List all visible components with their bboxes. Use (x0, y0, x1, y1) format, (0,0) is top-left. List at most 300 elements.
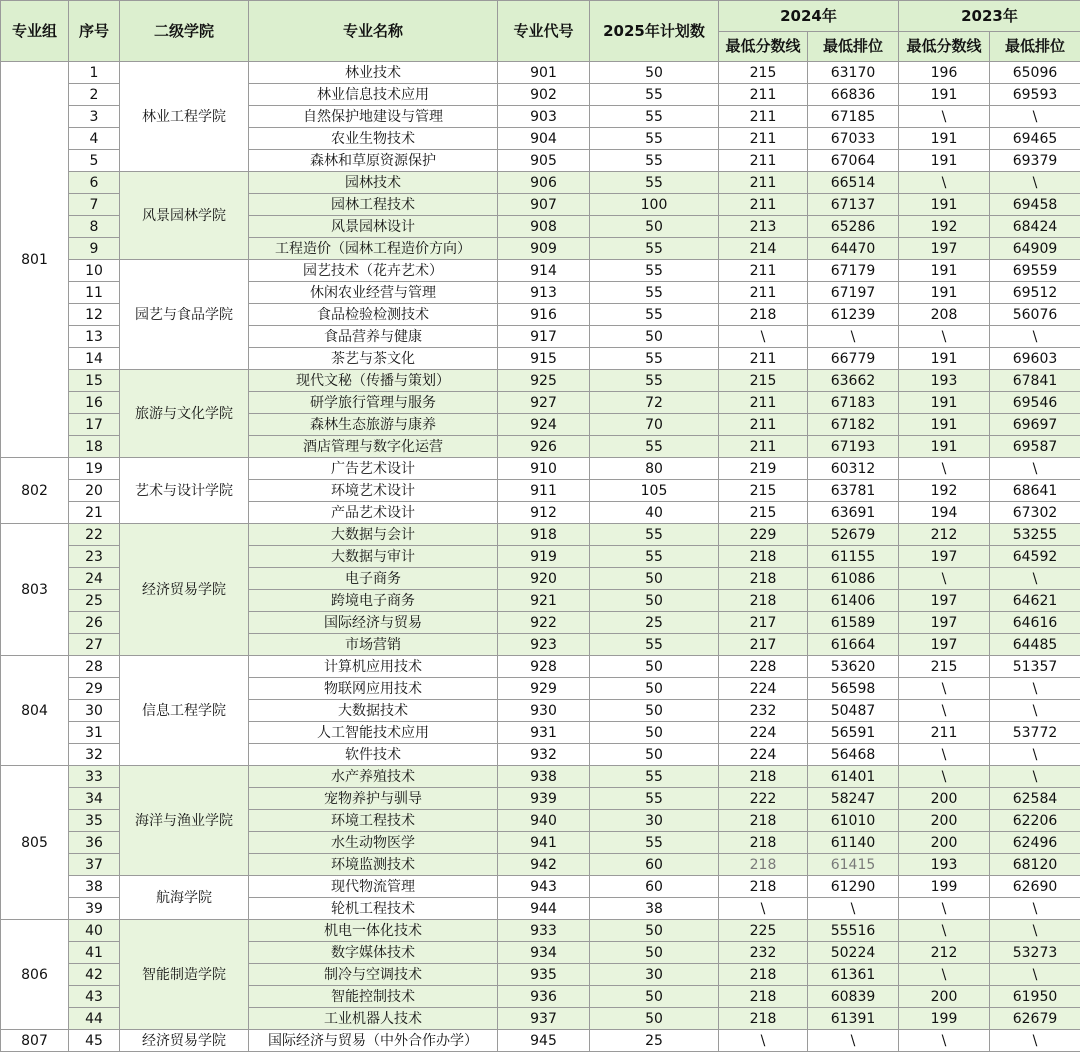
min-score-2023-cell: \ (899, 964, 990, 986)
min-rank-2024-cell: 67193 (808, 436, 899, 458)
min-rank-2024-cell: 67183 (808, 392, 899, 414)
min-score-2023-cell: 191 (899, 282, 990, 304)
seq-cell: 5 (69, 150, 120, 172)
min-rank-2023-cell: 64592 (990, 546, 1080, 568)
plan-count-cell: 50 (590, 920, 719, 942)
min-score-2023-cell: 197 (899, 612, 990, 634)
major-name-cell: 茶艺与茶文化 (249, 348, 498, 370)
min-score-2024-cell: 215 (719, 502, 808, 524)
min-score-2024-cell: \ (719, 326, 808, 348)
seq-cell: 34 (69, 788, 120, 810)
min-rank-2023-cell: 62496 (990, 832, 1080, 854)
seq-cell: 36 (69, 832, 120, 854)
seq-cell: 28 (69, 656, 120, 678)
min-score-2023-cell: 194 (899, 502, 990, 524)
min-score-2024-cell: 218 (719, 766, 808, 788)
seq-cell: 44 (69, 1008, 120, 1030)
plan-count-cell: 50 (590, 656, 719, 678)
min-rank-2024-cell: 61086 (808, 568, 899, 590)
min-score-2023-cell: \ (899, 700, 990, 722)
major-name-cell: 环境监测技术 (249, 854, 498, 876)
group-cell: 801 (1, 62, 69, 458)
major-name-cell: 产品艺术设计 (249, 502, 498, 524)
major-code-cell: 917 (498, 326, 590, 348)
plan-count-cell: 80 (590, 458, 719, 480)
major-name-cell: 制冷与空调技术 (249, 964, 498, 986)
table-row (1, 260, 1080, 282)
min-rank-2024-cell: 67182 (808, 414, 899, 436)
major-code-cell: 909 (498, 238, 590, 260)
min-rank-2024-cell: 67137 (808, 194, 899, 216)
major-code-cell: 940 (498, 810, 590, 832)
plan-count-cell: 50 (590, 986, 719, 1008)
major-code-cell: 933 (498, 920, 590, 942)
major-name-cell: 数字媒体技术 (249, 942, 498, 964)
min-rank-2023-cell: 62679 (990, 1008, 1080, 1030)
min-rank-2023-cell: 64909 (990, 238, 1080, 260)
min-score-2024-cell: 211 (719, 84, 808, 106)
min-score-2023-cell: \ (899, 898, 990, 920)
plan-count-cell: 30 (590, 964, 719, 986)
min-score-2024-cell: 218 (719, 832, 808, 854)
min-score-2024-cell: 211 (719, 150, 808, 172)
seq-cell: 40 (69, 920, 120, 942)
min-rank-2024-cell: 63691 (808, 502, 899, 524)
min-score-2023-cell: 192 (899, 480, 990, 502)
plan-count-cell: 30 (590, 810, 719, 832)
major-code-cell: 934 (498, 942, 590, 964)
min-rank-2023-cell: \ (990, 700, 1080, 722)
major-code-cell: 927 (498, 392, 590, 414)
min-rank-2023-cell: 69697 (990, 414, 1080, 436)
major-code-cell: 904 (498, 128, 590, 150)
min-score-2023-cell: 197 (899, 590, 990, 612)
min-score-2024-cell: 224 (719, 678, 808, 700)
major-code-cell: 926 (498, 436, 590, 458)
plan-count-cell: 55 (590, 348, 719, 370)
table-row (1, 62, 1080, 84)
seq-cell: 33 (69, 766, 120, 788)
min-rank-2023-cell: 67841 (990, 370, 1080, 392)
plan-count-cell: 55 (590, 524, 719, 546)
min-score-2024-cell: 211 (719, 106, 808, 128)
seq-cell: 25 (69, 590, 120, 612)
min-score-2023-cell: 197 (899, 546, 990, 568)
seq-cell: 10 (69, 260, 120, 282)
min-score-2024-cell: 211 (719, 392, 808, 414)
min-score-2024-cell: 218 (719, 568, 808, 590)
plan-count-cell: 50 (590, 942, 719, 964)
table-row (1, 920, 1080, 942)
min-score-2023-cell: 191 (899, 414, 990, 436)
major-code-cell: 939 (498, 788, 590, 810)
plan-count-cell: 60 (590, 854, 719, 876)
min-rank-2024-cell: 61589 (808, 612, 899, 634)
major-code-cell: 944 (498, 898, 590, 920)
major-code-cell: 906 (498, 172, 590, 194)
min-score-2024-cell: 218 (719, 1008, 808, 1030)
min-rank-2023-cell: \ (990, 898, 1080, 920)
plan-count-cell: 55 (590, 788, 719, 810)
major-code-cell: 902 (498, 84, 590, 106)
min-score-2024-cell: 232 (719, 700, 808, 722)
min-rank-2024-cell: 65286 (808, 216, 899, 238)
major-code-cell: 928 (498, 656, 590, 678)
min-rank-2023-cell: \ (990, 106, 1080, 128)
major-name-cell: 森林和草原资源保护 (249, 150, 498, 172)
seq-cell: 2 (69, 84, 120, 106)
min-rank-2024-cell: 61361 (808, 964, 899, 986)
table-header (1, 1, 1080, 62)
plan-count-cell: 50 (590, 722, 719, 744)
min-score-2023-cell: \ (899, 458, 990, 480)
min-rank-2024-cell: 56598 (808, 678, 899, 700)
min-score-2024-cell: 218 (719, 964, 808, 986)
seq-cell: 15 (69, 370, 120, 392)
min-rank-2023-cell: 69379 (990, 150, 1080, 172)
seq-cell: 3 (69, 106, 120, 128)
min-rank-2024-cell: 61406 (808, 590, 899, 612)
min-score-2024-cell: \ (719, 1030, 808, 1052)
min-score-2023-cell: \ (899, 678, 990, 700)
seq-cell: 27 (69, 634, 120, 656)
min-rank-2023-cell: 68641 (990, 480, 1080, 502)
min-score-2024-cell: 229 (719, 524, 808, 546)
min-rank-2023-cell: 69587 (990, 436, 1080, 458)
seq-cell: 21 (69, 502, 120, 524)
plan-count-cell: 55 (590, 260, 719, 282)
min-score-2023-cell: 215 (899, 656, 990, 678)
min-rank-2024-cell: 63781 (808, 480, 899, 502)
seq-cell: 41 (69, 942, 120, 964)
min-rank-2024-cell: 56468 (808, 744, 899, 766)
min-score-2023-cell: 193 (899, 854, 990, 876)
seq-cell: 12 (69, 304, 120, 326)
major-name-cell: 现代文秘（传播与策划） (249, 370, 498, 392)
major-name-cell: 风景园林设计 (249, 216, 498, 238)
min-rank-2023-cell: 69559 (990, 260, 1080, 282)
major-name-cell: 水产养殖技术 (249, 766, 498, 788)
college-cell: 航海学院 (120, 876, 249, 920)
seq-cell: 30 (69, 700, 120, 722)
header-year-2023: 2023年 (899, 1, 1080, 32)
min-score-2023-cell: 191 (899, 436, 990, 458)
min-rank-2024-cell: 56591 (808, 722, 899, 744)
seq-cell: 9 (69, 238, 120, 260)
major-name-cell: 物联网应用技术 (249, 678, 498, 700)
min-rank-2024-cell: 61010 (808, 810, 899, 832)
major-name-cell: 大数据与审计 (249, 546, 498, 568)
seq-cell: 35 (69, 810, 120, 832)
major-name-cell: 林业技术 (249, 62, 498, 84)
plan-count-cell: 50 (590, 326, 719, 348)
major-name-cell: 大数据技术 (249, 700, 498, 722)
min-score-2024-cell: 218 (719, 986, 808, 1008)
plan-count-cell: 55 (590, 172, 719, 194)
min-rank-2024-cell: 60839 (808, 986, 899, 1008)
seq-cell: 22 (69, 524, 120, 546)
min-rank-2024-cell: \ (808, 1030, 899, 1052)
table-row (1, 876, 1080, 898)
plan-count-cell: 60 (590, 876, 719, 898)
min-score-2023-cell: 192 (899, 216, 990, 238)
min-rank-2023-cell: 64616 (990, 612, 1080, 634)
major-code-cell: 925 (498, 370, 590, 392)
min-score-2023-cell: \ (899, 568, 990, 590)
header-min-rank-2023: 最低排位 (990, 32, 1080, 62)
min-rank-2023-cell: \ (990, 920, 1080, 942)
plan-count-cell: 40 (590, 502, 719, 524)
min-score-2024-cell: 218 (719, 304, 808, 326)
min-rank-2023-cell: 67302 (990, 502, 1080, 524)
college-cell: 艺术与设计学院 (120, 458, 249, 524)
min-score-2023-cell: \ (899, 920, 990, 942)
min-rank-2024-cell: 61664 (808, 634, 899, 656)
major-code-cell: 938 (498, 766, 590, 788)
min-rank-2023-cell: 68120 (990, 854, 1080, 876)
major-name-cell: 跨境电子商务 (249, 590, 498, 612)
college-cell: 经济贸易学院 (120, 1030, 249, 1052)
seq-cell: 39 (69, 898, 120, 920)
min-score-2023-cell: 191 (899, 392, 990, 414)
seq-cell: 13 (69, 326, 120, 348)
major-code-cell: 936 (498, 986, 590, 1008)
min-score-2023-cell: 191 (899, 260, 990, 282)
min-rank-2023-cell: 62584 (990, 788, 1080, 810)
seq-cell: 17 (69, 414, 120, 436)
min-rank-2024-cell: 61401 (808, 766, 899, 788)
major-code-cell: 945 (498, 1030, 590, 1052)
min-rank-2024-cell: 67064 (808, 150, 899, 172)
plan-count-cell: 55 (590, 766, 719, 788)
plan-count-cell: 105 (590, 480, 719, 502)
major-code-cell: 921 (498, 590, 590, 612)
min-rank-2023-cell: 69512 (990, 282, 1080, 304)
min-score-2023-cell: 199 (899, 876, 990, 898)
min-rank-2024-cell: 61391 (808, 1008, 899, 1030)
major-code-cell: 914 (498, 260, 590, 282)
college-cell: 风景园林学院 (120, 172, 249, 260)
plan-count-cell: 25 (590, 1030, 719, 1052)
major-name-cell: 软件技术 (249, 744, 498, 766)
seq-cell: 23 (69, 546, 120, 568)
min-rank-2024-cell: 53620 (808, 656, 899, 678)
min-score-2023-cell: 191 (899, 194, 990, 216)
min-score-2024-cell: 225 (719, 920, 808, 942)
min-rank-2023-cell: \ (990, 964, 1080, 986)
major-name-cell: 林业信息技术应用 (249, 84, 498, 106)
major-name-cell: 市场营销 (249, 634, 498, 656)
min-rank-2023-cell: \ (990, 678, 1080, 700)
major-name-cell: 大数据与会计 (249, 524, 498, 546)
college-cell: 海洋与渔业学院 (120, 766, 249, 876)
min-rank-2024-cell: 61140 (808, 832, 899, 854)
seq-cell: 11 (69, 282, 120, 304)
plan-count-cell: 55 (590, 832, 719, 854)
min-rank-2023-cell: 53772 (990, 722, 1080, 744)
min-score-2023-cell: 191 (899, 84, 990, 106)
major-code-cell: 910 (498, 458, 590, 480)
min-rank-2024-cell: 61239 (808, 304, 899, 326)
min-score-2024-cell: 215 (719, 480, 808, 502)
group-cell: 806 (1, 920, 69, 1030)
min-score-2023-cell: 191 (899, 128, 990, 150)
min-rank-2023-cell: \ (990, 326, 1080, 348)
major-name-cell: 园林工程技术 (249, 194, 498, 216)
college-cell: 经济贸易学院 (120, 524, 249, 656)
major-name-cell: 食品检验检测技术 (249, 304, 498, 326)
min-rank-2024-cell: 50487 (808, 700, 899, 722)
major-code-cell: 903 (498, 106, 590, 128)
seq-cell: 45 (69, 1030, 120, 1052)
major-name-cell: 计算机应用技术 (249, 656, 498, 678)
plan-count-cell: 50 (590, 678, 719, 700)
seq-cell: 29 (69, 678, 120, 700)
major-code-cell: 932 (498, 744, 590, 766)
min-rank-2023-cell: 64485 (990, 634, 1080, 656)
major-code-cell: 907 (498, 194, 590, 216)
header-plan: 2025年计划数 (590, 1, 719, 62)
min-score-2024-cell: 224 (719, 744, 808, 766)
plan-count-cell: 55 (590, 238, 719, 260)
seq-cell: 8 (69, 216, 120, 238)
group-cell: 803 (1, 524, 69, 656)
group-cell: 804 (1, 656, 69, 766)
min-rank-2024-cell: 67197 (808, 282, 899, 304)
min-score-2023-cell: 191 (899, 150, 990, 172)
major-code-cell: 919 (498, 546, 590, 568)
min-score-2023-cell: \ (899, 326, 990, 348)
header-seq: 序号 (69, 1, 120, 62)
seq-cell: 18 (69, 436, 120, 458)
min-rank-2023-cell: \ (990, 568, 1080, 590)
table-row (1, 524, 1080, 546)
major-name-cell: 工业机器人技术 (249, 1008, 498, 1030)
min-rank-2023-cell: 69458 (990, 194, 1080, 216)
min-score-2024-cell: 211 (719, 128, 808, 150)
header-major: 专业名称 (249, 1, 498, 62)
plan-count-cell: 55 (590, 128, 719, 150)
plan-count-cell: 100 (590, 194, 719, 216)
seq-cell: 7 (69, 194, 120, 216)
plan-count-cell: 55 (590, 634, 719, 656)
college-cell: 信息工程学院 (120, 656, 249, 766)
major-name-cell: 食品营养与健康 (249, 326, 498, 348)
table-row (1, 458, 1080, 480)
min-score-2023-cell: \ (899, 1030, 990, 1052)
plan-count-cell: 55 (590, 546, 719, 568)
plan-count-cell: 55 (590, 370, 719, 392)
seq-cell: 1 (69, 62, 120, 84)
min-score-2024-cell: 211 (719, 194, 808, 216)
min-rank-2023-cell: 61950 (990, 986, 1080, 1008)
min-rank-2024-cell: 67033 (808, 128, 899, 150)
major-name-cell: 园艺技术（花卉艺术） (249, 260, 498, 282)
min-score-2023-cell: \ (899, 766, 990, 788)
group-cell: 807 (1, 1030, 69, 1052)
min-rank-2023-cell: \ (990, 172, 1080, 194)
min-score-2023-cell: 191 (899, 348, 990, 370)
plan-count-cell: 50 (590, 568, 719, 590)
min-rank-2023-cell: \ (990, 1030, 1080, 1052)
min-rank-2024-cell: 58247 (808, 788, 899, 810)
plan-count-cell: 55 (590, 304, 719, 326)
min-rank-2023-cell: \ (990, 766, 1080, 788)
college-cell: 林业工程学院 (120, 62, 249, 172)
min-rank-2023-cell: 56076 (990, 304, 1080, 326)
min-score-2024-cell: 211 (719, 348, 808, 370)
plan-count-cell: 55 (590, 106, 719, 128)
min-score-2024-cell: 215 (719, 370, 808, 392)
min-score-2024-cell: 218 (719, 854, 808, 876)
header-college: 二级学院 (120, 1, 249, 62)
major-code-cell: 942 (498, 854, 590, 876)
min-rank-2023-cell: \ (990, 458, 1080, 480)
major-name-cell: 休闲农业经营与管理 (249, 282, 498, 304)
group-cell: 805 (1, 766, 69, 920)
min-score-2023-cell: 199 (899, 1008, 990, 1030)
seq-cell: 38 (69, 876, 120, 898)
min-rank-2023-cell: 69593 (990, 84, 1080, 106)
min-rank-2023-cell: \ (990, 744, 1080, 766)
min-score-2023-cell: 200 (899, 810, 990, 832)
plan-count-cell: 50 (590, 590, 719, 612)
min-score-2023-cell: 200 (899, 788, 990, 810)
min-rank-2023-cell: 64621 (990, 590, 1080, 612)
min-score-2023-cell: \ (899, 744, 990, 766)
min-rank-2023-cell: 51357 (990, 656, 1080, 678)
major-name-cell: 人工智能技术应用 (249, 722, 498, 744)
major-name-cell: 宠物养护与驯导 (249, 788, 498, 810)
min-score-2024-cell: 222 (719, 788, 808, 810)
major-code-cell: 924 (498, 414, 590, 436)
table-row (1, 172, 1080, 194)
college-cell: 园艺与食品学院 (120, 260, 249, 370)
college-cell: 智能制造学院 (120, 920, 249, 1030)
group-cell: 802 (1, 458, 69, 524)
major-code-cell: 931 (498, 722, 590, 744)
min-score-2024-cell: 224 (719, 722, 808, 744)
plan-count-cell: 55 (590, 150, 719, 172)
seq-cell: 24 (69, 568, 120, 590)
major-name-cell: 轮机工程技术 (249, 898, 498, 920)
min-score-2024-cell: 215 (719, 62, 808, 84)
major-name-cell: 水生动物医学 (249, 832, 498, 854)
major-code-cell: 908 (498, 216, 590, 238)
min-score-2023-cell: 212 (899, 942, 990, 964)
major-name-cell: 电子商务 (249, 568, 498, 590)
major-name-cell: 自然保护地建设与管理 (249, 106, 498, 128)
table-row (1, 656, 1080, 678)
min-score-2024-cell: 217 (719, 634, 808, 656)
min-score-2024-cell: 211 (719, 436, 808, 458)
seq-cell: 42 (69, 964, 120, 986)
min-score-2023-cell: 197 (899, 238, 990, 260)
major-code-cell: 911 (498, 480, 590, 502)
seq-cell: 31 (69, 722, 120, 744)
table-body (1, 62, 1080, 1052)
min-rank-2024-cell: 66779 (808, 348, 899, 370)
min-rank-2024-cell: 66514 (808, 172, 899, 194)
seq-cell: 32 (69, 744, 120, 766)
min-score-2024-cell: 218 (719, 590, 808, 612)
plan-count-cell: 50 (590, 700, 719, 722)
plan-count-cell: 38 (590, 898, 719, 920)
plan-count-cell: 55 (590, 282, 719, 304)
min-score-2024-cell: \ (719, 898, 808, 920)
min-rank-2023-cell: 69546 (990, 392, 1080, 414)
min-rank-2024-cell: \ (808, 898, 899, 920)
